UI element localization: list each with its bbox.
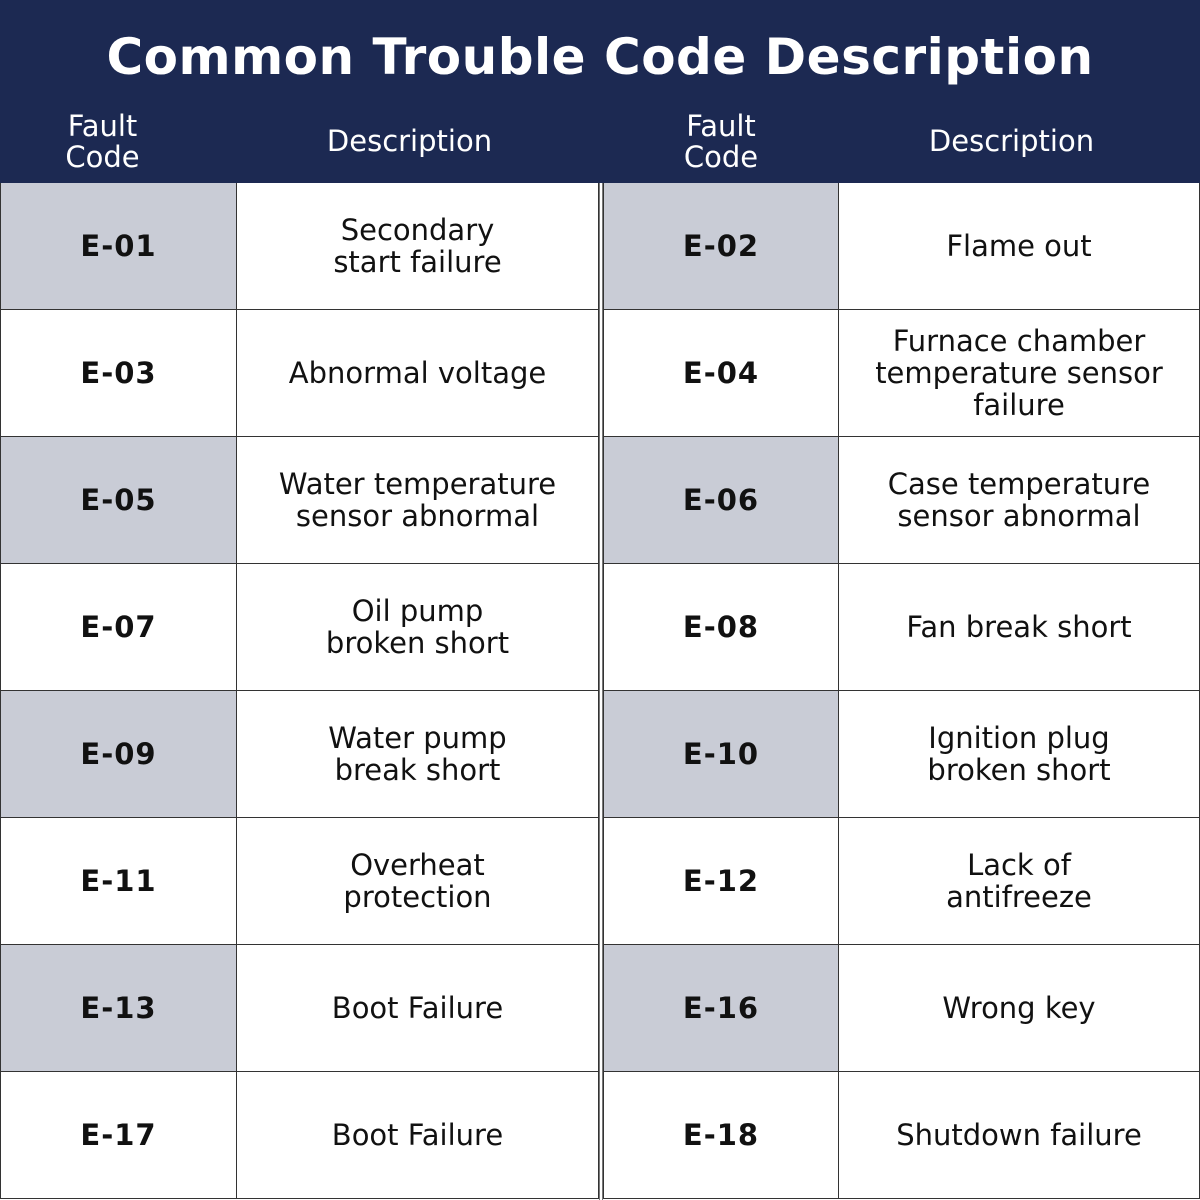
fault-code-cell: E-12 — [603, 818, 839, 945]
fault-code-cell: E-09 — [0, 691, 237, 818]
fault-code-cell: E-11 — [0, 818, 237, 945]
description-cell: Boot Failure — [237, 1072, 599, 1199]
description-cell: Abnormal voltage — [237, 310, 599, 437]
description-cell: Shutdown failure — [839, 1072, 1200, 1199]
description-cell: Ignition plug broken short — [839, 691, 1200, 818]
table-header — [0, 0, 1200, 183]
fault-code-cell: E-16 — [603, 945, 839, 1072]
header-fault-code-left: Fault Code — [65, 108, 140, 174]
header-description-left: Description — [326, 124, 493, 158]
fault-code-cell: E-07 — [0, 564, 237, 691]
fault-code-cell: E-05 — [0, 437, 237, 564]
fault-code-cell: E-03 — [0, 310, 237, 437]
fault-code-cell: E-17 — [0, 1072, 237, 1199]
fault-code-cell: E-04 — [603, 310, 839, 437]
fault-code-cell: E-02 — [603, 183, 839, 310]
fault-code-cell: E-06 — [603, 437, 839, 564]
fault-code-cell: E-08 — [603, 564, 839, 691]
fault-code-cell: E-10 — [603, 691, 839, 818]
fault-code-cell: E-18 — [603, 1072, 839, 1199]
description-cell: Water pump break short — [237, 691, 599, 818]
description-cell: Fan break short — [839, 564, 1200, 691]
description-cell: Oil pump broken short — [237, 564, 599, 691]
description-cell: Secondary start failure — [237, 183, 599, 310]
fault-code-cell: E-01 — [0, 183, 237, 310]
description-cell: Overheat protection — [237, 818, 599, 945]
header-fault-code-right: Fault Code — [683, 108, 759, 174]
description-cell: Boot Failure — [237, 945, 599, 1072]
description-cell: Wrong key — [839, 945, 1200, 1072]
column-divider — [599, 183, 603, 1200]
description-cell: Case temperature sensor abnormal — [839, 437, 1200, 564]
description-cell: Furnace chamber temperature sensor failure — [839, 310, 1200, 437]
description-cell: Lack of antifreeze — [839, 818, 1200, 945]
header-description-right: Description — [928, 124, 1095, 158]
description-cell: Flame out — [839, 183, 1200, 310]
description-cell: Water temperature sensor abnormal — [237, 437, 599, 564]
fault-code-cell: E-13 — [0, 945, 237, 1072]
page-title: Common Trouble Code Description — [106, 28, 1094, 86]
